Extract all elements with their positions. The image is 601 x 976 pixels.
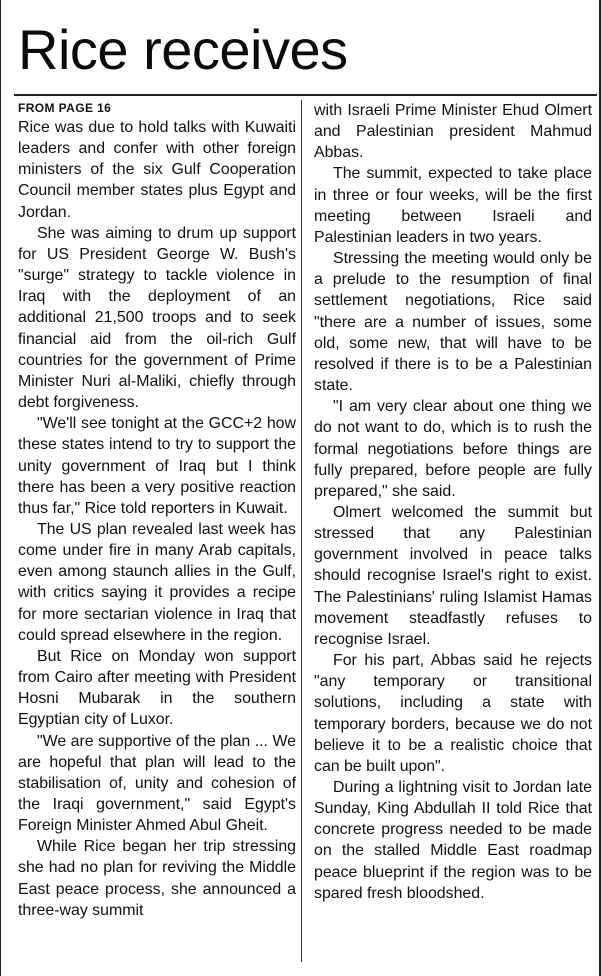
page-left-border — [0, 0, 1, 976]
paragraph: While Rice began her trip stressing she had no plan for reviving the Middle East peace process, she announced a three-way summit — [18, 838, 296, 919]
column-divider — [301, 100, 302, 962]
paragraph: Rice was due to hold talks with Kuwaiti leaders and confer with other foreign ministers of the six Gulf Cooperation Council member states plus Egypt and Jordan. — [18, 119, 296, 221]
paragraph: But Rice on Monday won support from Cairo after meeting with President Hosni Mubarak in the southern Egyptian city of Luxor. — [18, 647, 296, 729]
article-column-right — [314, 100, 592, 904]
paragraph: "We'll see tonight at the GCC+2 how these states intend to try to support the unity government of Iraq but I think there has been a very positive reaction thus far," Rice told reporters in Kuwait. — [18, 415, 296, 517]
continuation-kicker: FROM PAGE 16 — [18, 101, 112, 115]
article-column-left — [18, 100, 296, 921]
paragraph: "We are supportive of the plan ... We are hopeful that plan will lead to the stabilisation of, unity and cohesion of the Iraqi government," said Egypt's Foreign Minister Ahmed Abul Gheit. — [18, 732, 296, 835]
paragraph: She was aiming to drum up support for US President George W. Bush's "surge" strategy to tackle violence in Iraq with the deployment of an additional 21,500 troops and to seek financial aid from the oil-rich Gulf countries for the government of Prime Minister Nuri al-Maliki, chiefly through debt forgiveness. — [18, 224, 296, 412]
headline-rule — [14, 94, 597, 96]
paragraph: The summit, expected to take place in three or four weeks, will be the first meeting between Israeli and Palestinian leaders in two years. — [314, 165, 592, 246]
paragraph: For his part, Abbas said he rejects "any temporary or transitional solutions, including a state with temporary borders, because we do not believe it to be a realistic choice that can be built upon". — [314, 652, 592, 775]
paragraph: The US plan revealed last week has come under fire in many Arab capitals, even among staunch allies in the Gulf, with critics saying it provides a recipe for more sectarian violence in Iraq that could spread elsewhere in the region. — [18, 520, 296, 644]
paragraph: with Israeli Prime Minister Ehud Olmert and Palestinian president Mahmud Abbas. — [314, 102, 592, 162]
paragraph: During a lightning visit to Jordan late Sunday, King Abdullah II told Rice that concrete progress needed to be made on the stalled Middle East roadmap peace blueprint if the region was to be spared fresh bloodshed. — [314, 779, 592, 902]
paragraph: Stressing the meeting would only be a prelude to the resumption of final settlement negotiations, Rice said "there are a number of issues, some old, some new, that will have to be resolved if there is to be a Palestinian state. — [314, 250, 592, 395]
paragraph: Olmert welcomed the summit but stressed that any Palestinian government involved in peace talks should recognise Israel's right to exist. The Palestinians' ruling Islamist Hamas movement steadfastly refuses to recognise Israel. — [314, 503, 592, 648]
paragraph: "I am very clear about one thing we do not want to do, which is to rush the formal negotiations before things are fully prepared, before people are fully prepared," she said. — [314, 398, 592, 500]
headline: Rice receives — [18, 18, 348, 81]
